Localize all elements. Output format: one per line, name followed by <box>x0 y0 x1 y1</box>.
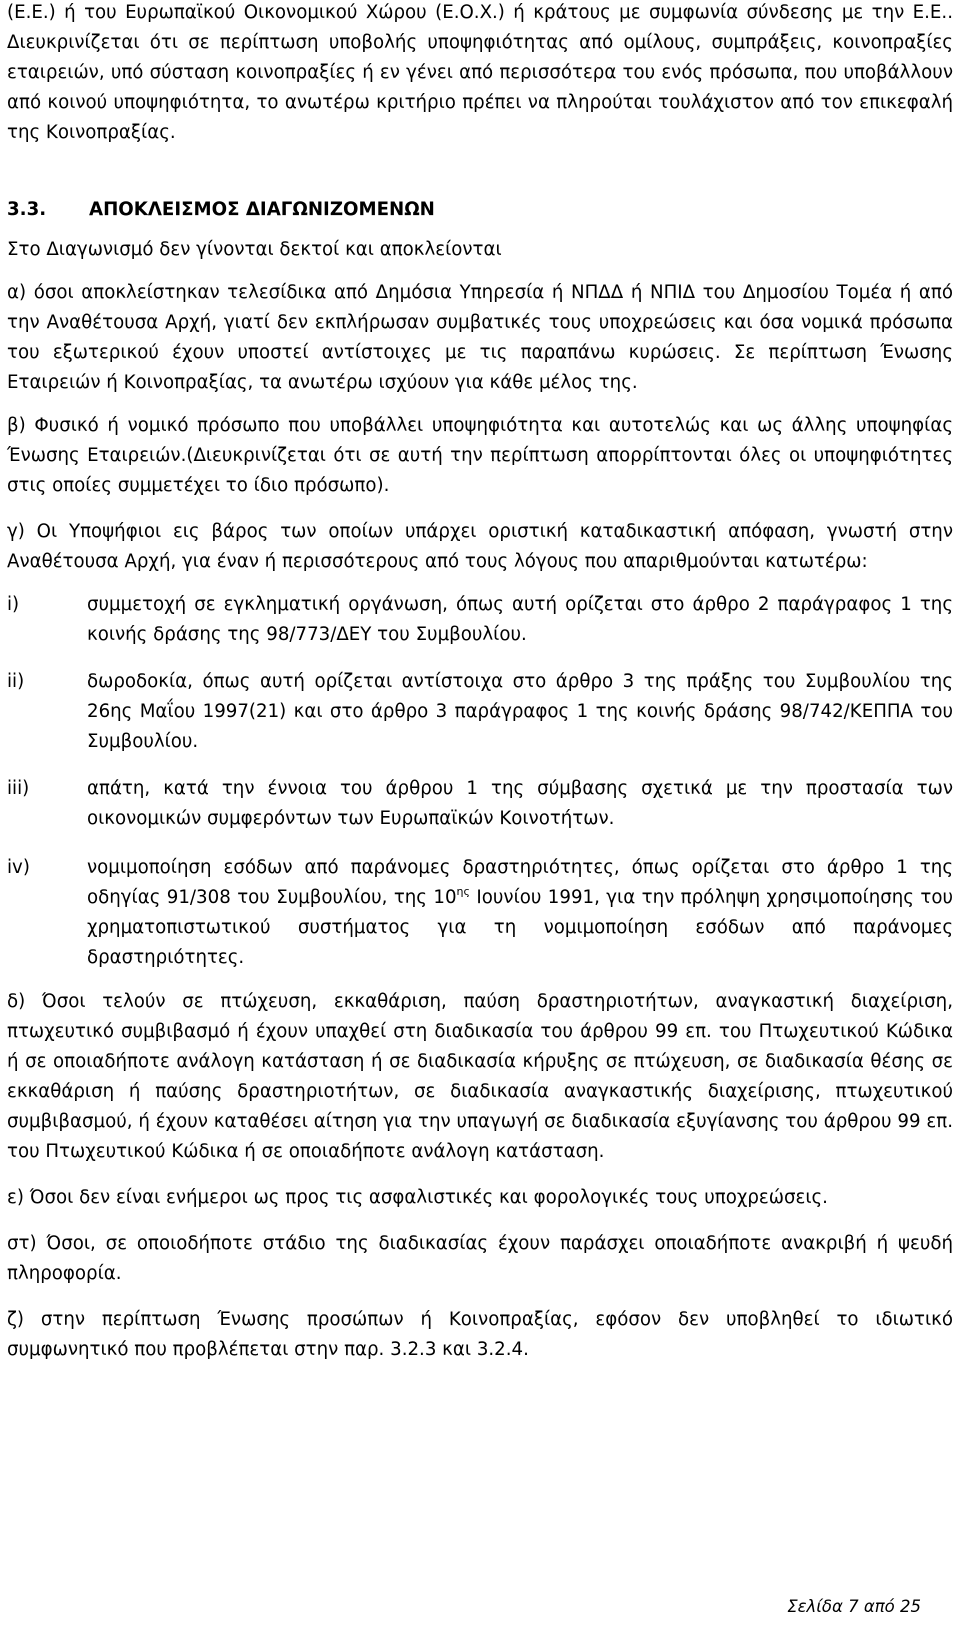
list-item-marker: i) <box>7 594 20 615</box>
list-item-text <box>87 853 953 973</box>
list-item-marker: iv) <box>7 857 30 878</box>
section-title: ΑΠΟΚΛΕΙΣΜΟΣ ΔΙΑΓΩΝΙΖΟΜΕΝΩΝ <box>89 199 435 220</box>
paragraph-z: ζ) στην περίπτωση Ένωσης προσώπων ή Κοινοπραξίας, εφόσον δεν υποβληθεί το ιδιωτικό συμφωνητικό που προβλέπεται στην παρ. 3.2.3 και 3.2.4. <box>7 1309 953 1360</box>
list-item <box>7 667 953 757</box>
paragraph-e: ε) Όσοι δεν είναι ενήμεροι ως προς τις ασφαλιστικές και φορολογικές τους υποχρεώσεις. <box>7 1187 828 1208</box>
list-item <box>7 590 953 650</box>
paragraph-b: β) Φυσικό ή νομικό πρόσωπο που υποβάλλει υποψηφιότητα και αυτοτελώς και ως άλλης υποψηφίας Ένωσης Εταιρειών.(Διευκρινίζεται ότι σε αυτή την περίπτωση απορρίπτονται όλες οι υποψηφιότητες στις οποίες συμμετέχει το ίδιο πρόσωπο). <box>7 415 953 496</box>
page-number: Σελίδα 7 από 25 <box>787 1597 921 1616</box>
list-item-text: απάτη, κατά την έννοια του άρθρου 1 της σύμβασης σχετικά με την προστασία των οικονομικών συμφερόντων των Ευρωπαϊκών Κοινοτήτων. <box>87 778 953 829</box>
list-item <box>7 853 953 973</box>
intro-paragraph: (Ε.Ε.) ή του Ευρωπαϊκού Οικονομικού Χώρου (Ε.Ο.Χ.) ή κράτους με συμφωνία σύνδεσης με την Ε.Ε.. Διευκρινίζεται ότι σε περίπτωση υποβολής υποψηφιότητας από ομίλους, συμπράξεις, κοινοπραξίες εταιρειών, υπό σύσταση κοινοπραξίες ή εν γένει από περισσότερα του ενός πρόσωπα, που υποβάλλουν από κοινού υποψηφιότητα, το ανωτέρω κριτήριο πρέπει να πληρούται τουλάχιστον από τον επικεφαλή της Κοινοπραξίας. <box>7 2 953 143</box>
paragraph-c: γ) Οι Υποψήφιοι εις βάρος των οποίων υπάρχει οριστική καταδικαστική απόφαση, γνωστή στην Αναθέτουσα Αρχή, για έναν ή περισσότερους από τους λόγους που απαριθμούνται κατωτέρω: <box>7 521 953 572</box>
section-number: 3.3. <box>7 199 47 220</box>
section-lead: Στο Διαγωνισμό δεν γίνονται δεκτοί και αποκλείονται <box>7 239 502 260</box>
ordinal-superscript: ης <box>456 885 470 898</box>
list-item-text-start: νομιμοποίηση εσόδων από παράνομες δραστηριότητες, όπως ορίζεται στο άρθρο 1 της οδηγίας 91/308 του Συμβουλίου, της 10 <box>87 857 953 908</box>
paragraph-a: α) όσοι αποκλείστηκαν τελεσίδικα από Δημόσια Υπηρεσία ή ΝΠΔΔ ή ΝΠΙΔ του Δημοσίου Τομέα ή από την Αναθέτουσα Αρχή, γιατί δεν εκπλήρωσαν συμβατικές τους υποχρεώσεις και όσα νομικά πρόσωπα του εξωτερικού έχουν υποστεί αντίστοιχες με τις παραπάνω κυρώσεις. Σε περίπτωση Ένωσης Εταιρειών ή Κοινοπραξίας, τα ανωτέρω ισχύουν για κάθε μέλος της. <box>7 282 953 393</box>
list-item-marker: ii) <box>7 671 25 692</box>
document-page <box>7 0 953 1365</box>
list-item-text-end: Ιουνίου 1991, για την πρόληψη χρησιμοποίησης του χρηματοπιστωτικού συστήματος για τη νομιμοποίηση εσόδων από παράνομες δραστηριότητες. <box>87 887 954 968</box>
list-item <box>7 774 953 834</box>
list-item-marker: iii) <box>7 778 30 799</box>
paragraph-st: στ) Όσοι, σε οποιοδήποτε στάδιο της διαδικασίας έχουν παράσχει οποιαδήποτε ανακριβή ή ψευδή πληροφορία. <box>7 1233 953 1284</box>
list-item-text: συμμετοχή σε εγκληματική οργάνωση, όπως αυτή ορίζεται στο άρθρο 2 παράγραφος 1 της κοινής δράσης της 98/773/ΔΕΥ του Συμβουλίου. <box>87 594 953 645</box>
section-heading <box>7 195 953 225</box>
list-item-text: δωροδοκία, όπως αυτή ορίζεται αντίστοιχα στο άρθρο 3 της πράξης του Συμβουλίου της 26ης Μαΐου 1997(21) και στο άρθρο 3 παράγραφος 1 της κοινής δράσης 98/742/ΚΕΠΠΑ του Συμβουλίου. <box>87 671 953 752</box>
paragraph-d: δ) Όσοι τελούν σε πτώχευση, εκκαθάριση, παύση δραστηριοτήτων, αναγκαστική διαχείριση, πτωχευτικό συμβιβασμό ή έχουν υπαχθεί στη διαδικασία του άρθρου 99 επ. του Πτωχευτικού Κώδικα ή σε οποιαδήποτε ανάλογη κατάσταση ή σε διαδικασία κήρυξης σε πτώχευση, σε διαδικασία θέσης σε εκκαθάριση ή παύσης δραστηριοτήτων, σε διαδικασία αναγκαστικής διαχείρισης, πτωχευτικού συμβιβασμού, ή έχουν καταθέσει αίτηση για την υπαγωγή σε διαδικασία εξυγίανσης του άρθρου 99 επ. του Πτωχευτικού Κώδικα ή σε οποιαδήποτε ανάλογη κατάσταση. <box>7 991 953 1162</box>
